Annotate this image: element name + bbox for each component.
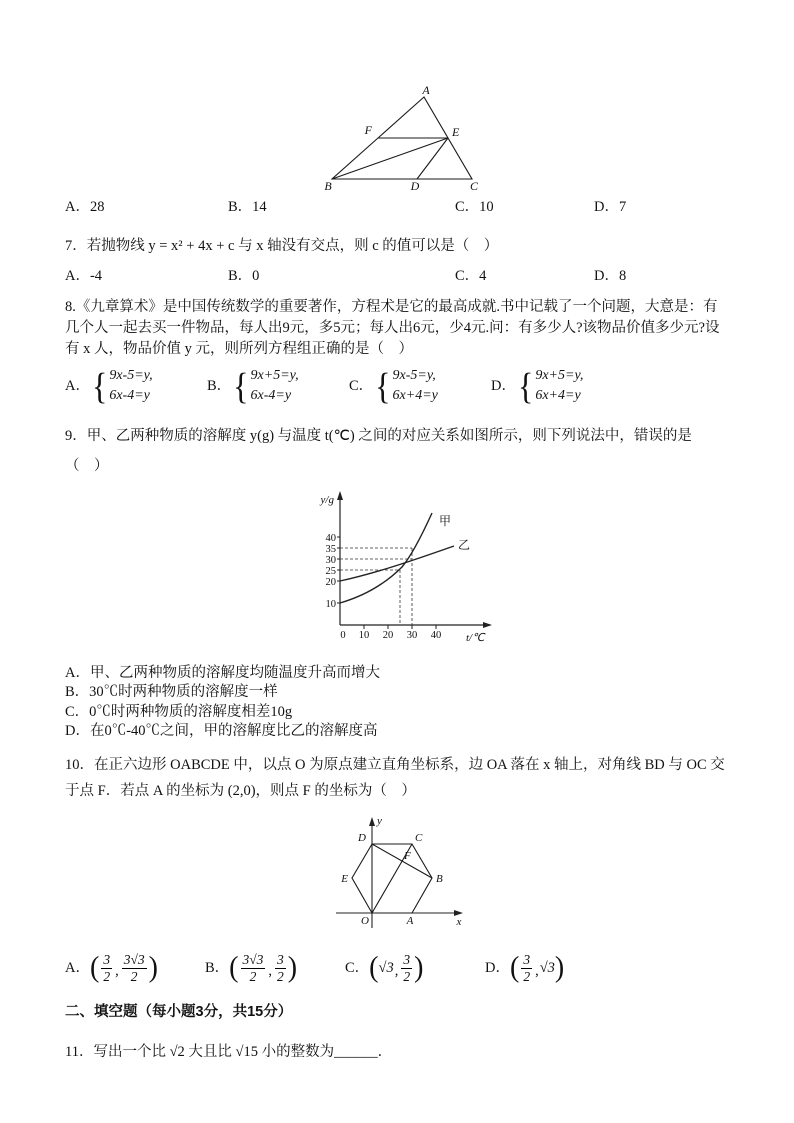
q10-text: 10．在正六边形 OABCDE 中，以点 O 为原点建立直角坐标系，边 OA 落在 x 轴上，对角线 BD 与 OC 交于点 F．若点 A 的坐标为 (2,0)，则点 F 的坐标为（ ） [65,756,725,799]
q8-option-a-label: A． [65,378,90,395]
segment-be [332,138,448,179]
x-axis-label: t/℃ [466,631,485,644]
q8-option-a-eq2: 6x-4=y [109,388,150,404]
label-o: O [361,914,369,927]
series-jia-label: 甲 [439,513,452,528]
close-paren: ) [414,951,424,985]
open-paren: ( [509,951,520,985]
label-a: A [422,85,430,97]
label-e: E [452,125,460,139]
brace-icon: { [91,365,108,407]
y-tick-25: 25 [325,565,336,577]
q8-option-c-eq2: 6x+4=y [392,388,438,404]
q8-option-c-eq1: 9x-5=y, [392,368,436,383]
label-d: D [410,179,420,190]
q10-option-c: C． ( √3 , $\frac{3}{2}$ ) [345,951,424,985]
brace-icon: { [517,365,534,407]
q8-option-b [207,366,349,407]
q9-text-blank: （ ） [65,457,109,474]
y-tick-30: 30 [325,554,336,566]
y-axis-arrow-icon [337,491,343,500]
q8-option-b-label: B． [207,378,232,395]
series-yi-curve [340,546,454,581]
q7-option-b: B．0 [228,268,260,284]
q10-option-a-label: A． [65,960,90,977]
q8-option-a-eq1: 9x-5=y, [109,368,153,383]
q8-option-d [491,366,633,407]
y-axis-arrow-icon [369,817,375,826]
y-tick-20: 20 [325,576,336,588]
q6-option-d: D．7 [594,199,627,215]
label-y: y [377,814,382,827]
x-tick-10: 10 [358,629,370,641]
q7-option-a: A．-4 [65,268,103,284]
open-paren: ( [229,951,239,985]
label-a: A [406,914,414,927]
label-c: C [415,831,423,844]
q6-option-a: A．28 [65,199,105,215]
q8-options [65,366,729,407]
segment-de [417,138,448,179]
q9-options [65,664,729,742]
y-tick-35: 35 [325,543,336,555]
q8-option-c-label: C． [349,378,374,395]
x-tick-30: 30 [406,629,418,641]
q7-option-d: D．8 [594,268,627,284]
label-e: E [341,872,348,885]
q7-text: 7．若抛物线 y = x² + 4x + c 与 x 轴没有交点，则 c 的值可以是（ ） [65,238,499,254]
brace-icon: { [233,365,249,407]
q10-option-c-label: C． [345,960,370,977]
y-tick-10: 10 [325,598,336,610]
q8-option-c [349,366,491,407]
q9-text: 9．甲、乙两种物质的溶解度 y(g) 与温度 t(℃) 之间的对应关系如图所示，则下列说法中，错误的是 [65,427,692,444]
q8-option-d-eq2: 6x+4=y [535,388,581,404]
close-paren: ) [554,951,565,985]
q9-solubility-chart [292,483,502,651]
q10-option-d: D． ( $\frac{3}{2}$ , √3 ) [485,951,565,985]
q9-option-b: B．30℃时两种物质的溶解度一样 [65,684,278,701]
label-c: C [469,179,479,190]
open-paren: ( [89,951,100,985]
q8-option-d-label: D． [491,378,516,395]
q6-option-b: B．14 [228,199,267,215]
q8-text: 8.《九章算术》是中国传统数学的重要著作，方程术是它的最高成就.书中记载了一个问题，大意是：有几个人一起去买一件物品，每人出9元，多5元；每人出6元，少4元.问：有多少人?该物品价值多少元?设有 x 人，物品价值 y 元，则所列方程组正确的是（ ） [65,299,720,357]
brace-icon: { [375,365,391,407]
q10-option-a: A． ( $\frac{3}{2}$ , $\frac{3√3}{2}$ ) [65,951,158,985]
q8-option-b-eq1: 9x+5=y, [250,368,299,383]
q8-option-d-eq1: 9x+5=y, [535,368,584,383]
close-paren: ) [287,951,298,985]
label-d: D [358,831,366,844]
x-tick-20: 20 [382,629,394,641]
series-yi-label: 乙 [458,537,471,552]
x-axis-arrow-icon [483,622,492,628]
q9-option-c: C．0℃时两种物质的溶解度相差10g [65,703,293,720]
label-b: B [324,179,332,190]
label-f: F [404,849,411,862]
q9-option-a: A．甲、乙两种物质的溶解度均随温度升高而增大 [65,664,380,681]
q6-option-c: C．10 [455,199,494,215]
q8-option-b-eq2: 6x-4=y [250,388,292,404]
label-x: x [456,915,462,928]
q6-options [65,197,729,217]
y-tick-40: 40 [325,532,336,544]
label-b: B [436,872,443,885]
y-axis-label: y/g [320,493,334,506]
q10-option-b-label: B． [205,960,230,977]
label-f: F [364,123,372,137]
q10-options [65,952,729,985]
x-tick-0: 0 [340,629,346,641]
q11-text: 11．写出一个比 √2 大且比 √15 小的整数为______． [65,1043,393,1060]
q7-option-c: C．4 [455,268,487,284]
close-paren: ) [148,951,158,985]
q8-option-a [65,366,207,407]
open-paren: ( [369,951,379,985]
q6-triangle-figure [302,85,492,190]
x-tick-40: 40 [430,629,442,641]
q10-hexagon-figure [322,808,472,936]
q9-option-d: D．在0℃-40℃之间，甲的溶解度比乙的溶解度高 [65,723,378,740]
q10-option-b: B． ( $\frac{3√3}{2}$ , $\frac{3}{2}$ ) [205,951,298,985]
q7-options [65,266,729,286]
section-2-heading: 二、填空题（每小题3分，共15分） [65,1003,293,1020]
guide-lines [340,548,412,625]
q10-option-d-label: D． [485,960,510,977]
